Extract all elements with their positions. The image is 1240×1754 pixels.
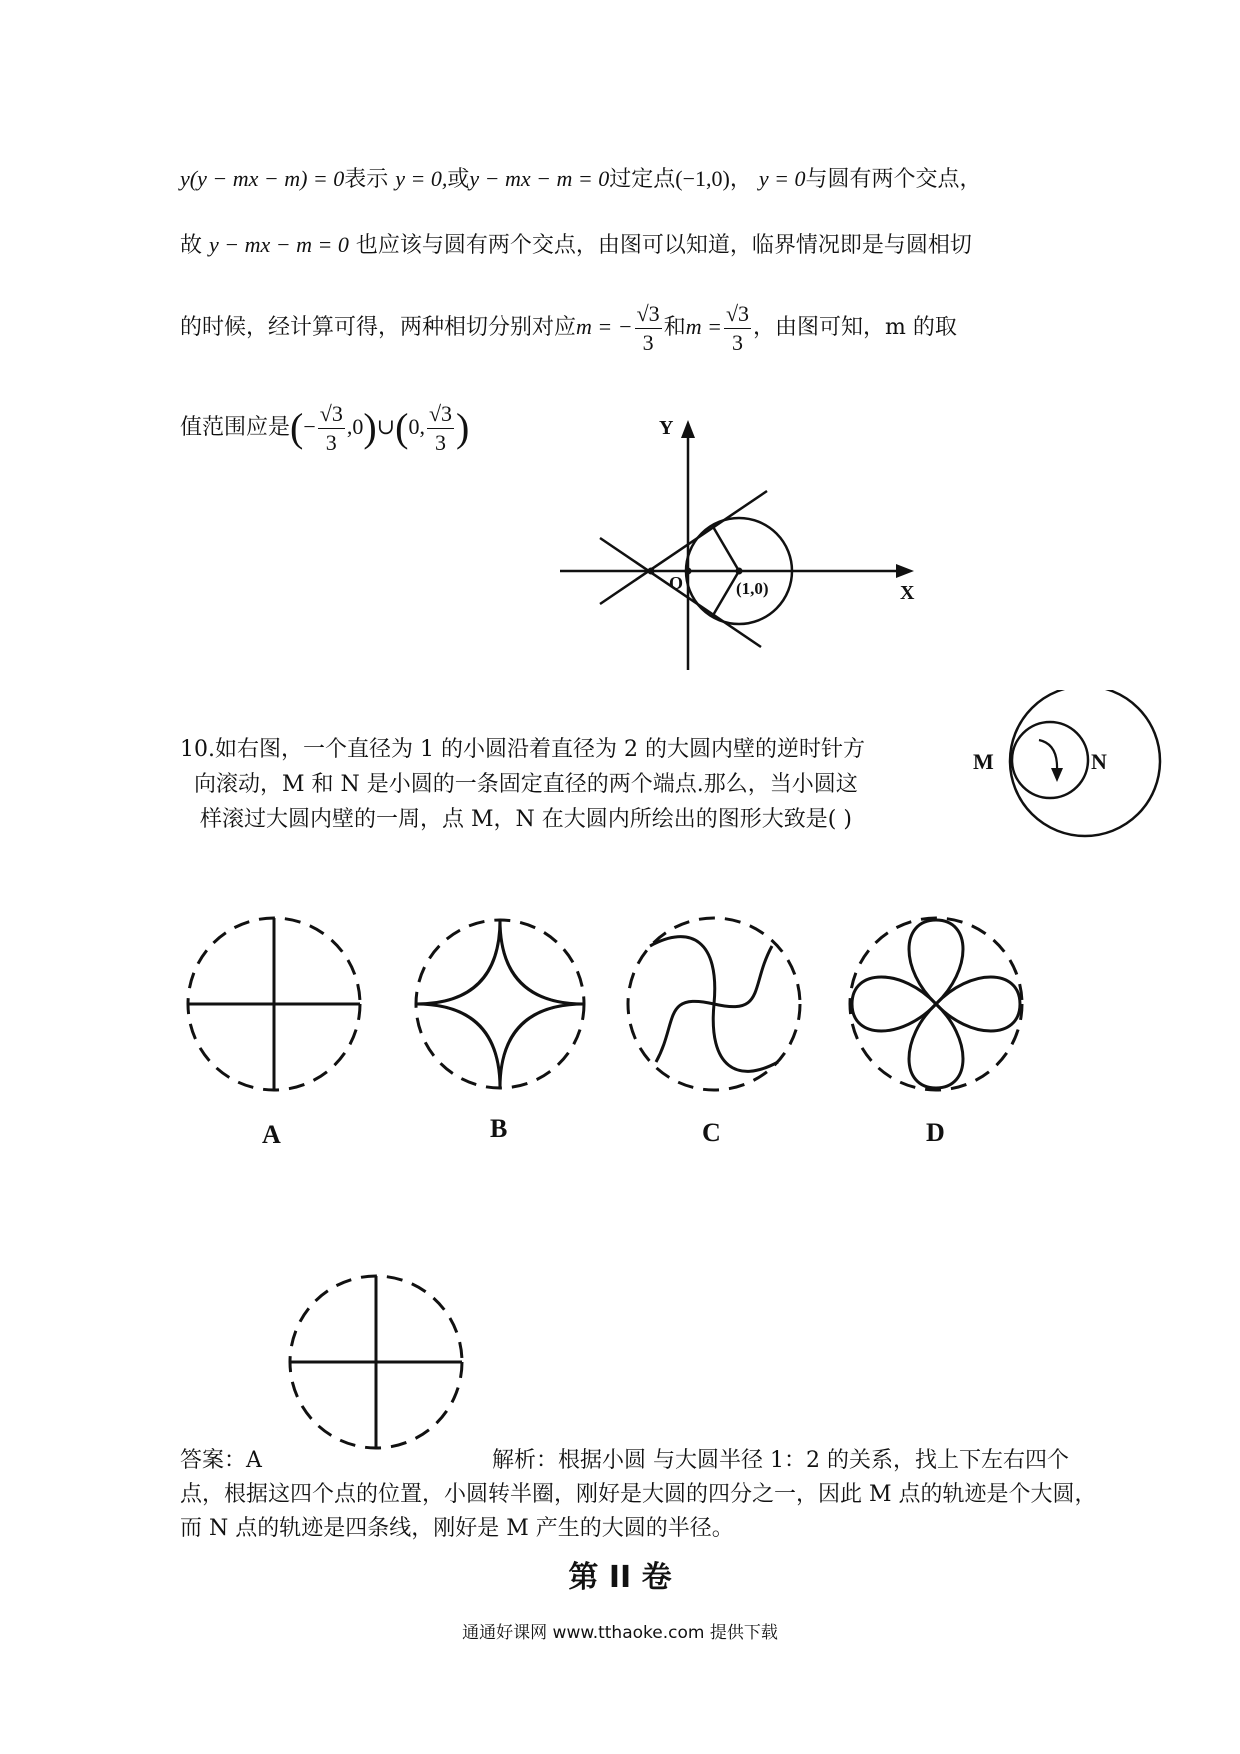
- tangent-figure: [540, 410, 940, 680]
- analysis-line-2: 点，根据这四个点的位置，小圆转半圈，刚好是大圆的四分之一，因此 M 点的轨迹是个大圆，: [180, 1482, 1097, 1507]
- para-line-3: [180, 300, 957, 356]
- answer-figure: [280, 1268, 480, 1458]
- option-d-label: D: [926, 1118, 945, 1147]
- answer-line-1: [180, 1444, 1080, 1478]
- q10-line-2: 向滚动，M 和 N 是小圆的一条固定直径的两个端点.那么，当小圆这: [194, 772, 858, 797]
- interval-2-start: 0,: [408, 414, 425, 439]
- option-b-figure: [416, 920, 584, 1088]
- numerator: √3: [635, 300, 662, 329]
- y-axis-arrow: [681, 420, 695, 438]
- small-circle: [1012, 722, 1088, 798]
- denominator: 3: [642, 329, 654, 355]
- text-calc: 的时候，经计算可得，两种相切分别对应: [180, 315, 577, 340]
- text-guodingdian: 过定点: [609, 167, 676, 192]
- label-m: M: [973, 749, 994, 774]
- radius-upper: [712, 525, 739, 571]
- para-line-4: [180, 400, 469, 456]
- equation-y0-b: y = 0: [758, 166, 806, 191]
- equation-y0: y = 0,: [395, 166, 448, 191]
- question-10: [180, 732, 960, 837]
- paren-close: ): [363, 405, 377, 450]
- equation-line-b: y − mx − m = 0: [209, 232, 349, 257]
- paren-close-2: ): [456, 405, 470, 450]
- option-d-figure: [850, 918, 1022, 1090]
- fraction-sqrt3-over-3-a: [635, 300, 662, 356]
- interval-1-end: ,0: [346, 414, 364, 439]
- option-a-figure: [188, 918, 360, 1090]
- numerator: √3: [724, 300, 751, 329]
- footer: 通通好课网 www.tthaoke.com 提供下载: [462, 1623, 778, 1643]
- paren-open: (: [290, 405, 304, 450]
- numerator: √3: [318, 400, 345, 429]
- options-figure: [180, 910, 1060, 1110]
- fixed-point: (−1,0): [675, 166, 730, 191]
- option-c-figure: [628, 918, 800, 1090]
- large-circle: [1010, 690, 1160, 836]
- text-gu: 故: [180, 233, 203, 258]
- equation-m-pos: m =: [685, 314, 722, 339]
- center-label: (1,0): [736, 579, 769, 598]
- paren-open-2: (: [395, 405, 409, 450]
- comma: ，: [729, 167, 752, 192]
- denominator: 3: [434, 429, 446, 455]
- analysis-line-1: 解析：根据小圆 与大圆半径 1：2 的关系，找上下左右四个: [492, 1448, 1069, 1473]
- q10-line-1: 10.如右图，一个直径为 1 的小圆沿着直径为 2 的大圆内壁的逆时针方: [180, 737, 865, 762]
- q10-line-3: 样滚过大圆内壁的一周，点 M，N 在大圆内所绘出的图形大致是( ): [200, 807, 852, 832]
- minus-sign: −: [303, 414, 316, 439]
- denominator: 3: [731, 329, 743, 355]
- para-line-1: [180, 166, 982, 193]
- equation-product: y(y − mx − m) = 0: [180, 166, 345, 191]
- para-line-2: [180, 232, 972, 259]
- fraction-interval-2: [427, 400, 454, 456]
- text-biaoshi: 表示: [344, 167, 389, 192]
- equation-line: y − mx − m = 0: [469, 166, 610, 191]
- numerator: √3: [427, 400, 454, 429]
- text-range: 值范围应是: [180, 415, 291, 440]
- denominator: 3: [325, 429, 337, 455]
- rotation-arrowhead: [1051, 768, 1063, 782]
- option-a-label: A: [262, 1120, 281, 1149]
- text-two-intersections: 与圆有两个交点，: [805, 167, 982, 192]
- point-origin: [685, 568, 692, 575]
- y-axis-label: Y: [659, 417, 674, 439]
- fraction-sqrt3-over-3-b: [724, 300, 751, 356]
- rotation-arrow-icon: [1039, 740, 1057, 770]
- fraction-interval-1: [318, 400, 345, 456]
- label-n: N: [1091, 749, 1107, 774]
- text-range-intro: ，由图可知，m 的取: [753, 315, 957, 340]
- radius-lower: [712, 571, 739, 617]
- option-b-label: B: [490, 1114, 508, 1143]
- x-axis-arrow: [896, 564, 914, 578]
- union-symbol: ∪: [376, 414, 396, 439]
- text-huo: 或: [447, 167, 470, 192]
- point-neg1: [648, 568, 655, 575]
- section-title: 第 II 卷: [568, 1560, 672, 1595]
- point-center: [736, 568, 743, 575]
- origin-label: O: [669, 573, 684, 593]
- answer-block: [180, 1444, 1097, 1546]
- option-c-label: C: [702, 1118, 721, 1147]
- rolling-circle-figure: [960, 690, 1170, 840]
- text-tangent-explanation: 也应该与圆有两个交点，由图可以知道，临界情况即是与圆相切: [355, 233, 972, 258]
- answer-label: 答案：A: [180, 1448, 262, 1473]
- equation-m-neg: m = −: [576, 314, 633, 339]
- x-axis-label: X: [900, 582, 915, 604]
- analysis-line-3: 而 N 点的轨迹是四条线，刚好是 M 产生的大圆的半径。: [180, 1516, 734, 1541]
- text-he: 和: [663, 315, 686, 340]
